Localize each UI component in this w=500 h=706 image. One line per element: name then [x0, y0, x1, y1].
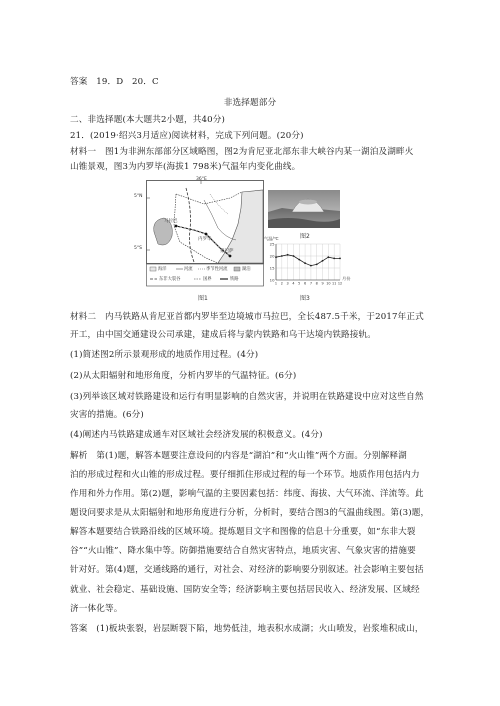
legend-lake: 湖泊 [242, 267, 251, 272]
chart-data-point [281, 255, 283, 257]
map-lat-south-label: 5°S [134, 246, 142, 251]
figure-2-caption: 图2 [300, 233, 310, 240]
legend-railway: 铁路 [230, 277, 239, 282]
chart-x-tick-label: 2 [280, 281, 283, 286]
chart-x-tick-label: 7 [309, 281, 312, 286]
figure-3-caption: 图3 [300, 295, 310, 302]
section-title: 非选择题部分 [223, 98, 277, 108]
chart-data-point [304, 262, 306, 264]
chart-y-tick-label: 20 [269, 253, 275, 259]
chart-y-tick-label: 10 [269, 277, 275, 283]
legend-river: 河流 [184, 267, 193, 272]
map-city-nairobi: 内罗毕 [198, 237, 212, 242]
analysis-line: 就业、社会稳定、基础设施、国防安全等；经济影响主要包括居民收入、经济发展、区域经 [70, 585, 420, 595]
chart-x-tick-label: 12 [337, 281, 343, 286]
chart-x-tick-label: 9 [321, 281, 324, 286]
chart-data-point [322, 260, 324, 262]
chart-data-point [316, 264, 318, 266]
analysis-line: 题设问要求是从太阳辐射和地形角度进行分析，分析时，要结合图3的气温曲线图。第(3)题， [70, 508, 430, 518]
material2-line2: 开工，由中国交通建设公司承建，建成后将与蒙内铁路和乌干达境内铁路接轨。 [70, 330, 377, 340]
previous-answer: 答案 19．D 20．C [70, 77, 159, 87]
chart-x-tick-label: 1 [274, 281, 278, 286]
chart-data-point [287, 254, 289, 256]
figure-1-caption: 图1 [198, 295, 208, 302]
map-longitude-label: 36°E [196, 177, 207, 182]
chart-x-tick-label: 4 [292, 281, 295, 286]
chart-y-axis-label: 气温/℃ [264, 236, 279, 241]
question-21-title: 21．(2019·绍兴3月适应)阅读材料，完成下列问题。(20分) [70, 131, 304, 141]
analysis-line: 针对好。第(4)题，交通线路的通行，对社会、对经济的影响要分别叙述。社会影响主要包括 [70, 565, 424, 575]
chart-y-tick-label: 15 [269, 265, 275, 271]
subquestion-2: (2)从太阳辐射和地形角度，分析内罗毕的气温特征。(6分) [70, 371, 297, 381]
figure-2-landscape-photo [268, 190, 340, 228]
analysis-line: 谷”“火山锥”、降水集中等。防御措施要结合自然灾害特点，地质灾害、气象灾害的措施要 [70, 546, 416, 556]
subquestion-3-line2: 灾害的措施。(6分) [70, 410, 144, 420]
legend-border: 国界 [203, 277, 212, 282]
legend-ocean: 海洋 [158, 267, 167, 272]
chart-data-point [310, 265, 312, 267]
subquestion-1: (1)简述图2所示景观形成的地质作用过程。(4分) [70, 350, 259, 360]
legend-seasonal-river: 季节性河流 [206, 267, 228, 272]
material2-line1: 材料二 内马铁路从肯尼亚首都内罗毕至边境城市马拉巴，全长487.5千米，于2017年正式 [70, 312, 424, 322]
chart-data-point [333, 258, 335, 260]
analysis-line: 解答本题要结合铁路沿线的区域环境。提炼题目文字和图像的信息十分重要，如“东非大裂 [70, 527, 416, 537]
chart-data-point [293, 255, 295, 257]
material1-line1: 材料一 图1为非洲东部部分区域略图，图2为肯尼亚北部东非大峡谷内某一湖泊及湖畔火 [70, 147, 414, 157]
chart-data-point [298, 259, 300, 261]
analysis-line: 解析 第(1)题，解答本题要注意设问的内容是“湖泊”和“火山锥”两个方面。分别解释湖 [70, 451, 407, 461]
analysis-line: 泊的形成过程和火山锥的形成过程。要仔细抓住形成过程的每一个环节。地质作用包括内力 [70, 470, 420, 480]
answer-line: 答案 (1)板块张裂，岩层断裂下陷，地势低洼，地表积水成湖；火山喷发，岩浆堆积成山， [70, 624, 424, 634]
chart-x-axis-label: 月份 [342, 276, 351, 281]
analysis-line: 济一体化等。 [70, 604, 123, 614]
map-city-mombasa: 蒙巴萨 [220, 249, 234, 254]
subquestion-3-line1: (3)列举该区域对铁路建设和运行有明显影响的自然灾害，并说明在铁路建设中应对这些自然 [70, 392, 424, 402]
map-city-malaba: 马拉巴 [164, 219, 178, 224]
chart-data-point [327, 256, 329, 258]
chart-x-tick-label: 8 [315, 281, 318, 286]
chart-x-tick-label: 3 [286, 281, 289, 286]
subquestion-4: (4)阐述内马铁路建成通车对区域社会经济发展的积极意义。(4分) [70, 430, 323, 440]
chart-y-tick-label: 25 [269, 241, 275, 247]
chart-x-tick-label: 6 [304, 281, 307, 286]
chart-series-line [276, 255, 340, 266]
map-lat-north-label: 5°N [134, 194, 143, 199]
chart-data-point [275, 256, 277, 258]
section-subtitle: 二、非选择题(本大题共2小题，共40分) [70, 115, 226, 125]
chart-data-point [339, 258, 341, 260]
material1-line2: 山锥景观，图3为内罗毕(海拔1 798米)气温年内变化曲线。 [70, 162, 301, 172]
chart-x-tick-label: 10 [326, 281, 331, 286]
analysis-line: 作用和外力作用。第(2)题，影响气温的主要因素包括：纬度、海拔、大气环流、洋流等。此 [70, 489, 424, 499]
chart-x-tick-label: 5 [298, 281, 301, 286]
figure-1-map [134, 177, 264, 288]
legend-rift: 东非大裂谷 [159, 277, 181, 282]
chart-x-tick-label: 11 [332, 281, 337, 286]
